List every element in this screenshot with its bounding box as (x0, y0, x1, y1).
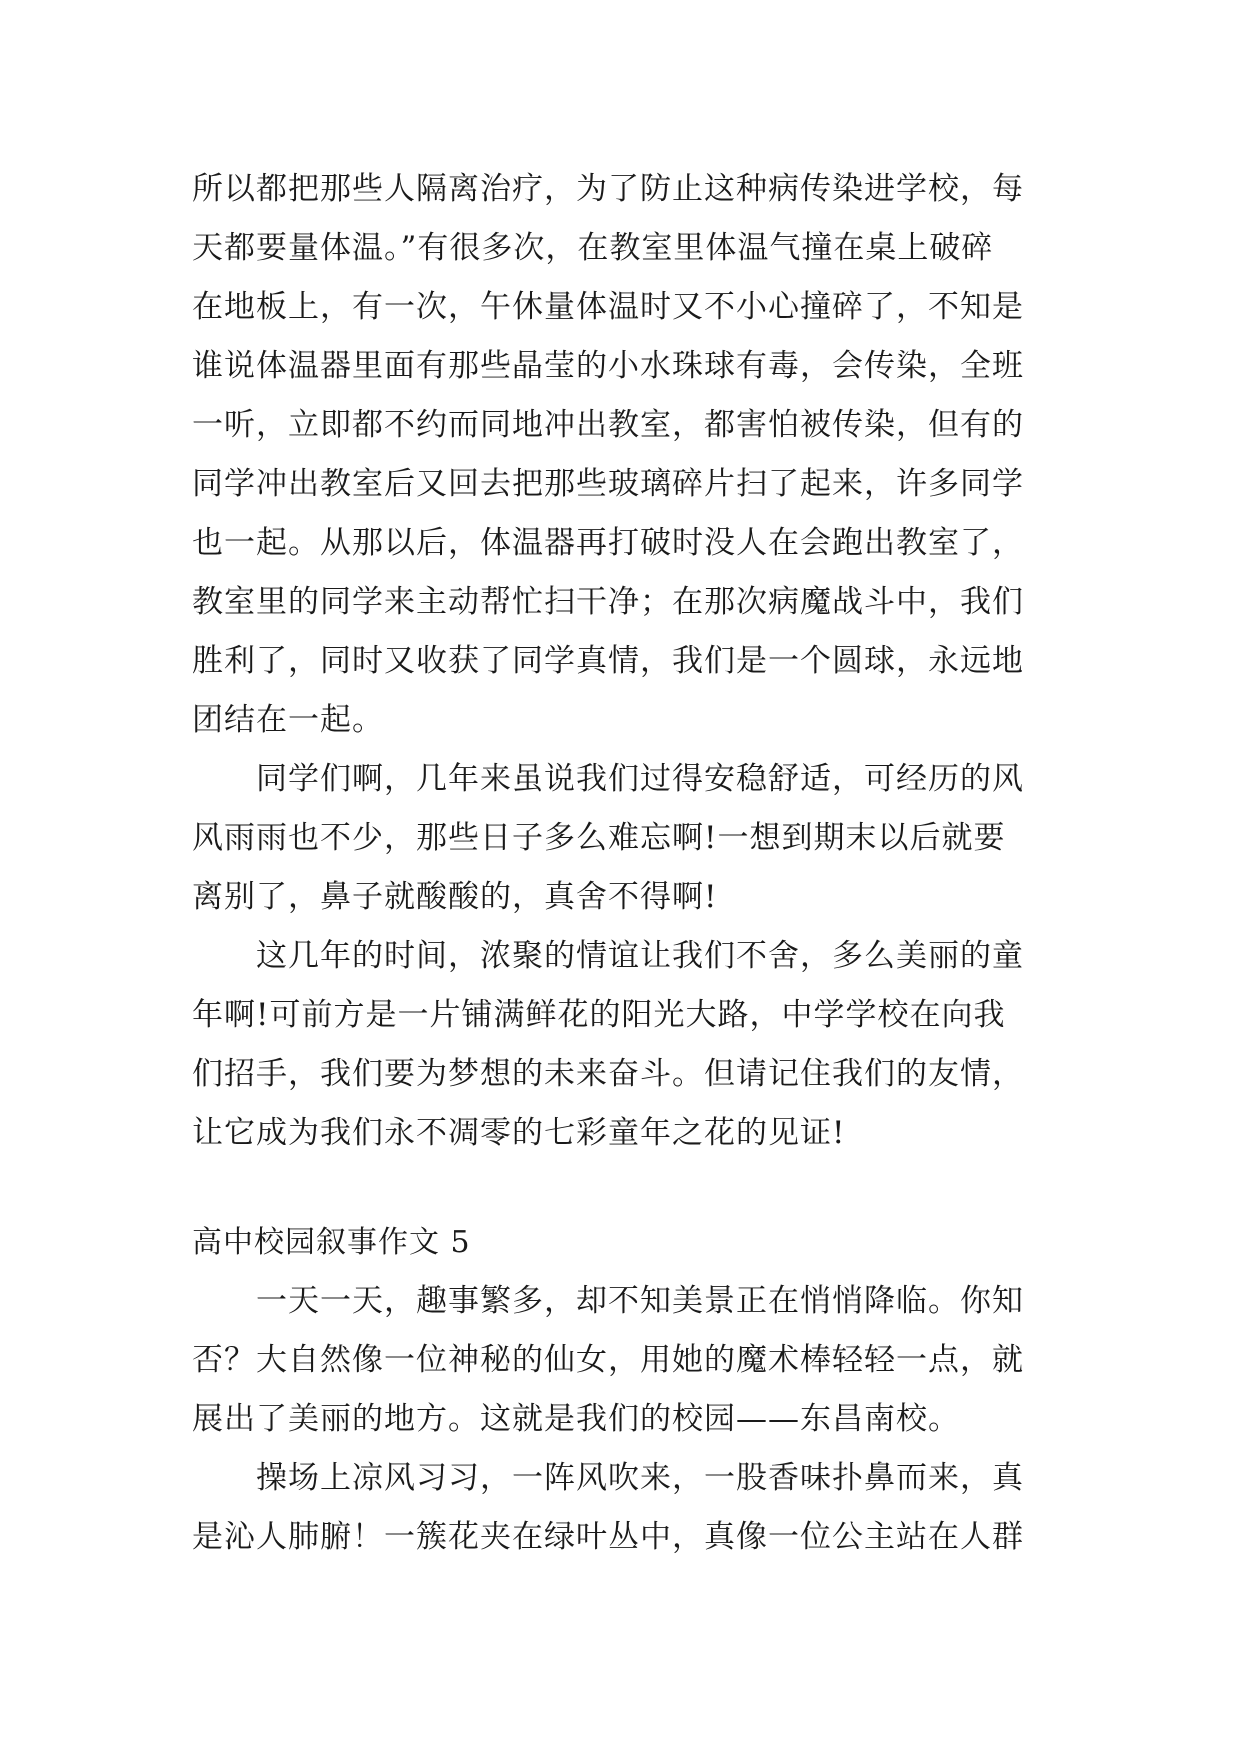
paragraph-line: 谁说体温器里面有那些晶莹的小水珠球有毒，会传染，全班 (192, 348, 1024, 384)
paragraph-line: 操场上凉风习习，一阵风吹来，一股香味扑鼻而来，真 (256, 1460, 1024, 1496)
paragraph-line: 教室里的同学来主动帮忙扫干净；在那次病魔战斗中，我们 (192, 584, 1024, 620)
paragraph-line: 风雨雨也不少，那些日子多么难忘啊!一想到期末以后就要 (192, 820, 1006, 856)
paragraph-line: 这几年的时间，浓聚的情谊让我们不舍，多么美丽的童 (256, 938, 1024, 974)
paragraph-line: 天都要量体温。”有很多次，在教室里体温气撞在桌上破碎 (192, 230, 994, 266)
section-heading: 高中校园叙事作文 5 (192, 1225, 471, 1260)
paragraph-line: 否？大自然像一位神秘的仙女，用她的魔术棒轻轻一点，就 (192, 1342, 1024, 1378)
paragraph-line: 们招手，我们要为梦想的未来奋斗。但请记住我们的友情， (192, 1056, 1024, 1092)
body-text-top (192, 160, 1054, 1163)
paragraph-line: 让它成为我们永不凋零的七彩童年之花的见证! (192, 1115, 846, 1151)
paragraph-line: 所以都把那些人隔离治疗，为了防止这种病传染进学校，每 (192, 171, 1024, 207)
paragraph-line: 团结在一起。 (192, 702, 384, 738)
paragraph-line: 离别了，鼻子就酸酸的，真舍不得啊! (192, 879, 718, 915)
paragraph-line: 年啊!可前方是一片铺满鲜花的阳光大路，中学学校在向我 (192, 997, 1006, 1033)
paragraph-line: 同学冲出教室后又回去把那些玻璃碎片扫了起来，许多同学 (192, 466, 1024, 502)
paragraph-line: 胜利了，同时又收获了同学真情，我们是一个圆球，永远地 (192, 643, 1024, 679)
paragraph-line: 一听，立即都不约而同地冲出教室，都害怕被传染，但有的 (192, 407, 1024, 443)
paragraph-line: 一天一天，趣事繁多，却不知美景正在悄悄降临。你知 (256, 1283, 1024, 1319)
paragraph-line: 展出了美丽的地方。这就是我们的校园——东昌南校。 (192, 1401, 960, 1437)
paragraph-line: 同学们啊，几年来虽说我们过得安稳舒适，可经历的风 (256, 761, 1024, 797)
paragraph-line: 也一起。从那以后，体温器再打破时没人在会跑出教室了， (192, 525, 1024, 561)
body-text-bottom (192, 1272, 1054, 1567)
paragraph-line: 在地板上，有一次，午休量体温时又不小心撞碎了，不知是 (192, 289, 1024, 325)
paragraph-line: 是沁人肺腑！一簇花夹在绿叶丛中，真像一位公主站在人群 (192, 1519, 1024, 1555)
